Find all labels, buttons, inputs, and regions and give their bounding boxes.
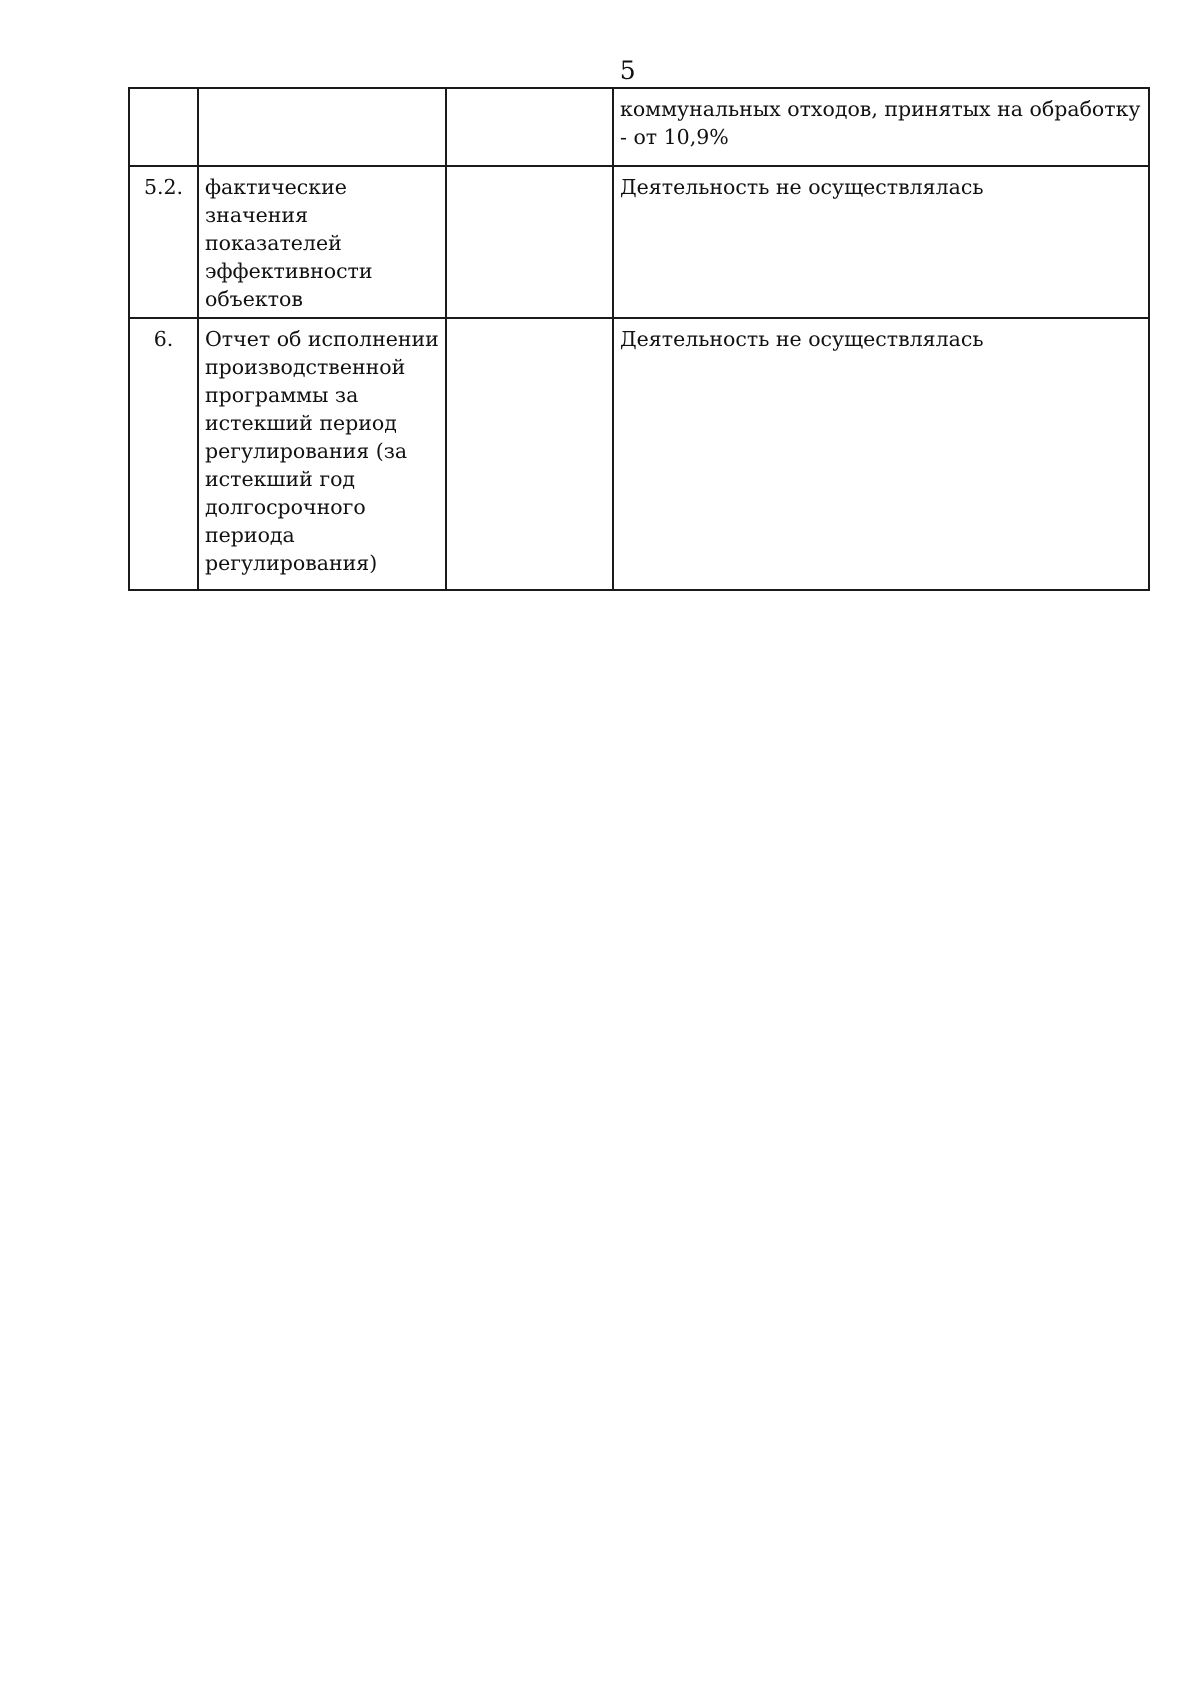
row-middle-cell [446,166,613,318]
page-number: 5 [619,56,637,85]
table-row [129,88,1149,166]
row-number-cell [129,88,198,166]
row-value-cell: коммунальных отходов, принятых на обработку - от 10,9% [613,88,1149,166]
row-name-cell: фактические значения показателей эффективности объектов [198,166,446,318]
row-number-cell: 5.2. [129,166,198,318]
row-name-cell [198,88,446,166]
row-number-cell: 6. [129,318,198,590]
row-value-cell: Деятельность не осуществлялась [613,166,1149,318]
report-table [128,87,1150,591]
table-row [129,318,1149,590]
table-row [129,166,1149,318]
row-value-cell: Деятельность не осуществлялась [613,318,1149,590]
row-name-cell: Отчет об исполнении производственной программы за истекший период регулирования (за истекший год долгосрочного периода регулирования) [198,318,446,590]
row-middle-cell [446,88,613,166]
row-middle-cell [446,318,613,590]
